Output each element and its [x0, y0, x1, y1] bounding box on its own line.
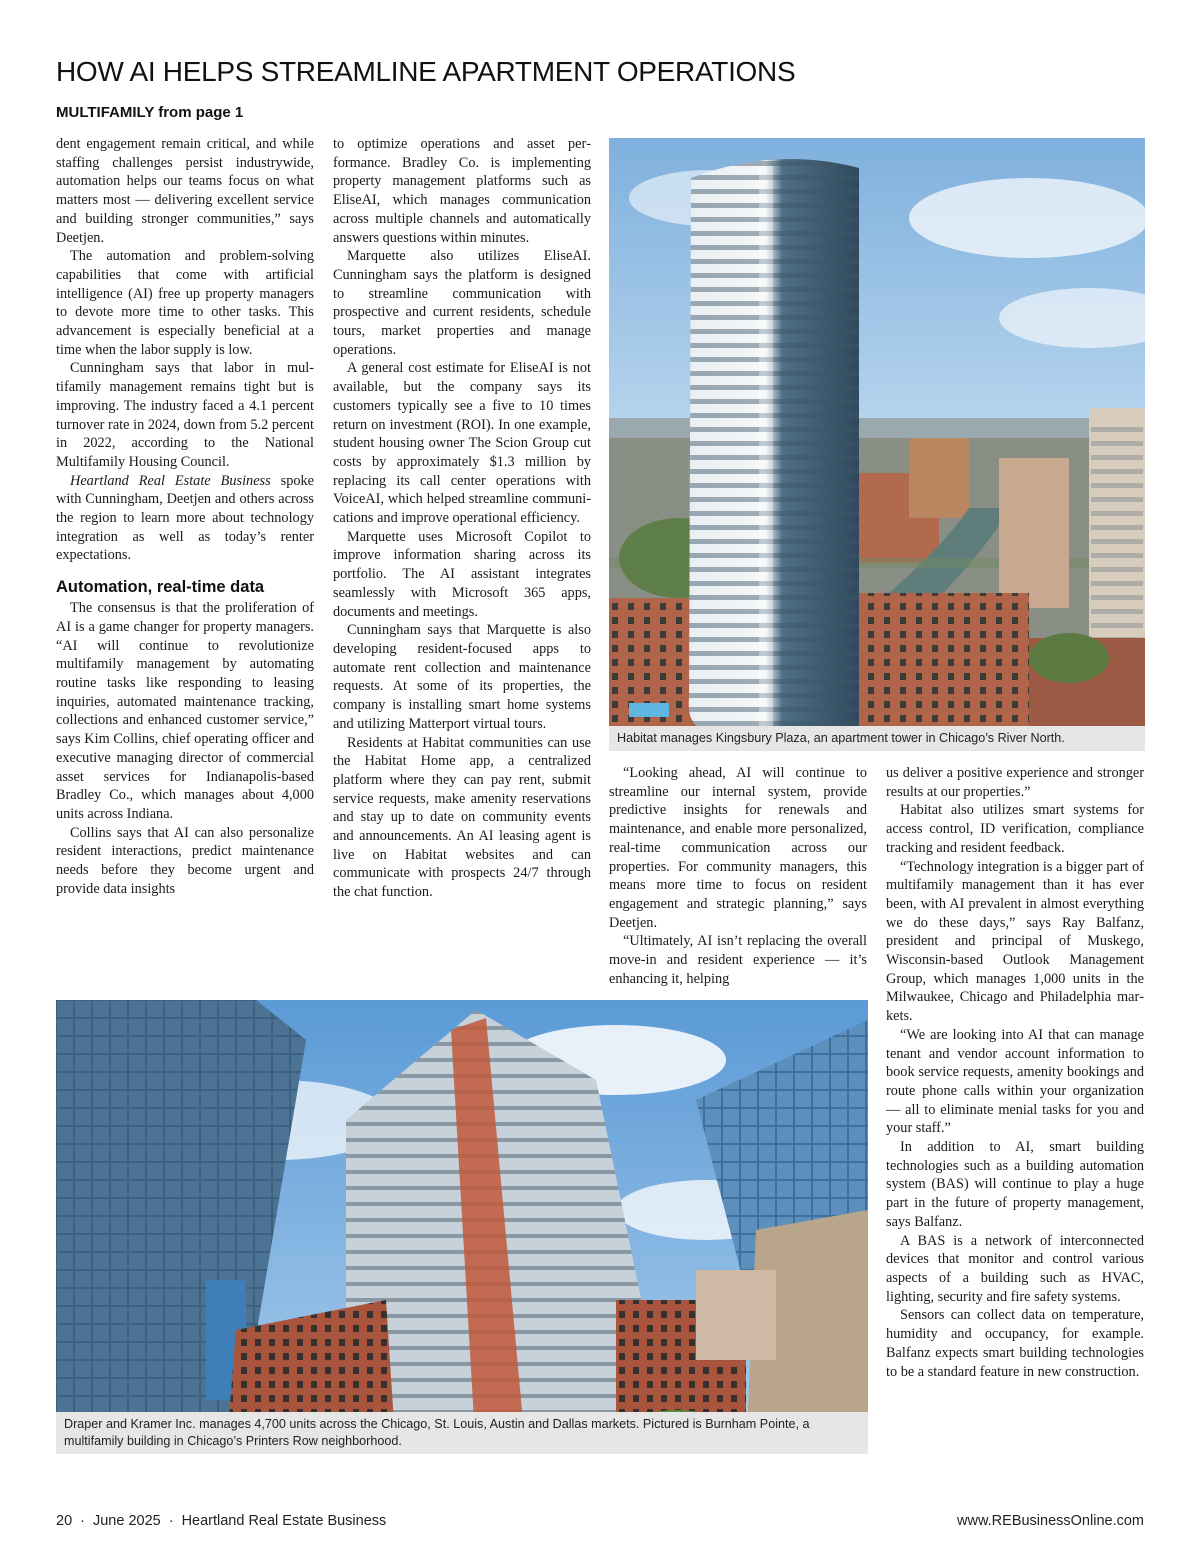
text-column-4 — [886, 764, 1144, 1530]
paragraph: us deliver a positive experience and stronger results at our properties.” — [886, 765, 1144, 800]
paragraph: A general cost estimate for EliseAI is not available, but the company says its customers typically see a five to 10 times return on investment (ROI). In one example, student housing owner The Scion Group cut costs by approximately $1.3 million by replacing its call center operations with VoiceAI, which helped streamline communications and improve operational efficiency. — [333, 360, 591, 527]
website-link[interactable]: www.REBusinessOnline.com — [957, 1513, 1144, 1529]
paragraph: Cunningham says that labor in multifamily management remains tight but is improving. The industry faced a 4.1 percent turnover rate in 2024, down from 5.2 percent in 2022, according to the National Multifamily Housing Council. — [56, 360, 314, 470]
paragraph: “We are looking into AI that can manage tenant and vendor account information to book service requests, amenity bookings and route phone calls within your organization — all to eliminate menial tasks for you and your staff.” — [886, 1026, 1144, 1137]
text-column-2 — [333, 135, 591, 985]
separator: · — [168, 1513, 174, 1529]
paragraph: dent engagement remain critical, and while staffing challenges persist industrywide, automation helps our teams focus on what matters most — delivering excellent service and building stronger communities,” says Deetjen. — [56, 136, 314, 246]
paragraph: The automation and problem-solving capabilities that come with artificial intelligence (AI) free up property managers to devote more time to other tasks. This advancement is especially beneficial at a time when the labor supply is low. — [56, 248, 314, 358]
paragraph: Residents at Habitat communities can use the Habitat Home app, a centralized platform where they can pay rent, submit service requests, make amenity reservations and stay up to date on community events and announcements. An AI leasing agent is live on Habitat websites and can communicate with prospects 24/7 through the chat function. — [333, 734, 591, 901]
article-headline: HOW AI HELPS STREAMLINE APARTMENT OPERATIONS — [56, 56, 796, 87]
paragraph: In addition to AI, smart building technologies such as a building automation system (BAS) will continue to play a huge part in the future of property management, says Balfanz. — [886, 1139, 1144, 1230]
paragraph: “Ultimately, AI isn’t replacing the overall move-in and resident experience — it’s enhancing it, helping — [609, 933, 867, 986]
paragraph — [56, 472, 314, 566]
paragraph: Collins says that AI can also personalize resident interactions, predict maintenance needs before they become urgent and provide data insights — [56, 824, 314, 897]
burnham-pointe-photo — [56, 1000, 868, 1454]
photo-caption: Habitat manages Kingsbury Plaza, an apartment tower in Chicago’s River North. — [609, 726, 1145, 751]
publication-title: Heartland Real Estate Business — [181, 1513, 387, 1529]
section-subhead: Automation, real-time data — [56, 578, 265, 597]
paragraph-text: spoke with Cunningham, Deetjen and others across the region to learn more about technology integration as well as today’s renter expectations. — [56, 472, 314, 564]
kingsbury-plaza-photo — [609, 138, 1145, 751]
paragraph: Marquette also utilizes EliseAI. Cunningham says the platform is designed to streamline communication with prospective and current residents, schedule tours, market properties and manage operations. — [333, 248, 591, 358]
photo-caption: Draper and Kramer Inc. manages 4,700 units across the Chicago, St. Louis, Austin and Dallas markets. Pictured is Burnham Pointe, a multifamily building in Chicago’s Printers Row neighborhood. — [56, 1412, 868, 1454]
paragraph: Cunningham says that Marquette is also developing resident-focused apps to automate rent collection and maintenance requests. At some of its properties, the company is installing smart home systems and utilizing Matterport virtual tours. — [333, 622, 591, 732]
text-column-1 — [56, 135, 314, 985]
paragraph: The consensus is that the proliferation of AI is a game changer for property managers. “AI will continue to revolutionize multifamily management by automating routine tasks like responding to leasing inquiries, automated maintenance tracking, collections and enhanced customer service,” says Kim Collins, chief operating officer and executive managing director of commercial asset services for Indianapolis-based Bradley Co., which manages about 4,000 units across Indiana. — [56, 600, 314, 822]
text-column-3 — [609, 764, 867, 986]
paragraph: “Technology integration is a bigger part of multifamily management than it has ever been, with AI prevalent in almost everything we do these days,” says Ray Balfanz, president and principal of Muskego, Wisconsin-based Outlook Management Group, which manages 1,000 units in the Milwaukee, Chicago and Philadelphia markets. — [886, 858, 1144, 1025]
publication-name: Heartland Real Estate Business — [70, 472, 271, 489]
paragraph: to optimize operations and asset performance. Bradley Co. is implementing property management platforms such as EliseAI, which manages communication across multiple channels and automatically answers questions within minutes. — [333, 136, 591, 246]
separator: · — [80, 1513, 85, 1529]
page-number: 20 — [56, 1513, 73, 1529]
page-footer-left — [56, 1513, 386, 1529]
cityscape-illustration — [56, 1000, 868, 1454]
paragraph: A BAS is a network of interconnected devices that monitor and control various aspects of a building such as HVAC, lighting, security and fire safety systems. — [886, 1232, 1144, 1305]
paragraph: “Looking ahead, AI will continue to streamline our internal system, provide predictive insights for renewals and maintenance, and enable more personalized, real-time communication across our properties. For community managers, this means more time to focus on resident engagement and strategic planning,” says Deetjen. — [609, 765, 867, 931]
paragraph: Sensors can collect data on temperature, humidity and occupancy, for example. Balfanz expects smart building technologies to be a standard feature in new construction. — [886, 1307, 1144, 1380]
jump-line: MULTIFAMILY from page 1 — [56, 104, 244, 121]
issue-date: June 2025 — [92, 1513, 161, 1529]
paragraph: Marquette uses Microsoft Copilot to improve information sharing across its portfolio. The AI assistant integrates seamlessly with Microsoft 365 apps, documents and meetings. — [333, 528, 591, 620]
tower-illustration — [609, 138, 1145, 751]
paragraph: Habitat also utilizes smart systems for access control, ID verification, compliance tracking and resident feedback. — [886, 802, 1144, 856]
